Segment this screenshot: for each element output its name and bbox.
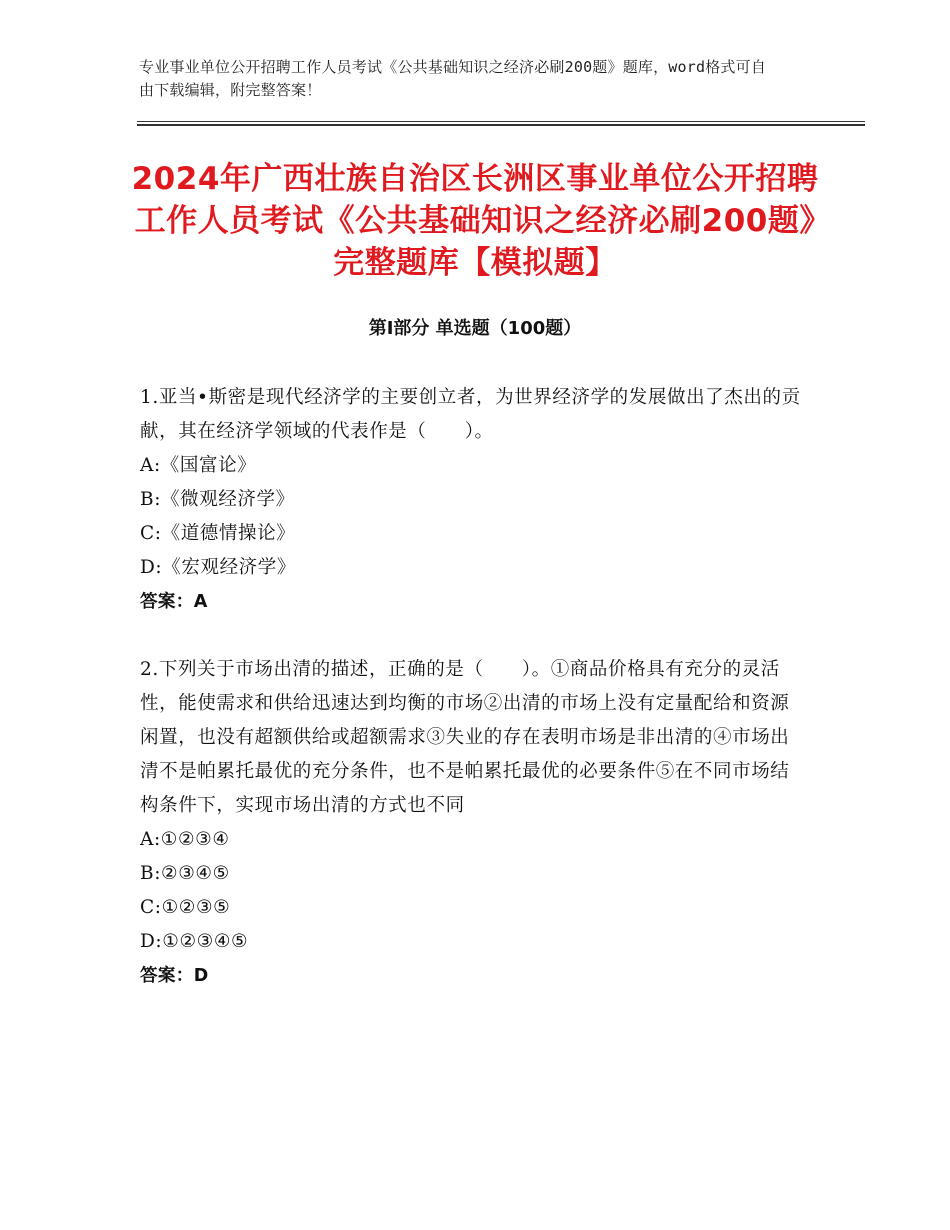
option-c: C:《道德情操论》	[140, 523, 296, 544]
option-c: C:①②③⑤	[140, 897, 231, 918]
answer: 答案：D	[140, 966, 209, 986]
option-d: D:《宏观经济学》	[140, 557, 296, 578]
option-a: A:《国富论》	[140, 455, 257, 476]
option-d: D:①②③④⑤	[140, 931, 249, 952]
question-1	[140, 381, 802, 619]
section-title: 第Ⅰ部分 单选题（100题）	[368, 318, 582, 339]
header-divider-thick	[137, 124, 865, 126]
document-title: 2024年广西壮族自治区长洲区事业单位公开招聘工作人员考试《公共基础知识之经济必刷200题》完整题库【模拟题】	[131, 161, 819, 281]
option-b: B:②③④⑤	[140, 863, 230, 884]
option-a: A:①②③④	[140, 829, 230, 850]
header-divider-thin	[137, 121, 865, 122]
question-stem: 1.亚当•斯密是现代经济学的主要创立者，为世界经济学的发展做出了杰出的贡献，其在经济学领域的代表作是（ ）。	[140, 387, 801, 442]
question-2	[140, 653, 802, 993]
option-b: B:《微观经济学》	[140, 489, 295, 510]
answer: 答案：A	[140, 592, 208, 612]
header-note: 专业事业单位公开招聘工作人员考试《公共基础知识之经济必刷200题》题库，word格式可自由下载编辑，附完整答案！	[139, 58, 767, 99]
question-stem: 2.下列关于市场出清的描述，正确的是（ ）。①商品价格具有充分的灵活性，能使需求和供给迅速达到均衡的市场②出清的市场上没有定量配给和资源闲置，也没有超额供给或超额需求③失业的存在表明市场是非出清的④市场出清不是帕累托最优的充分条件，也不是帕累托最优的必要条件⑤在不同市场结构条件下，实现市场出清的方式也不同	[140, 659, 790, 816]
